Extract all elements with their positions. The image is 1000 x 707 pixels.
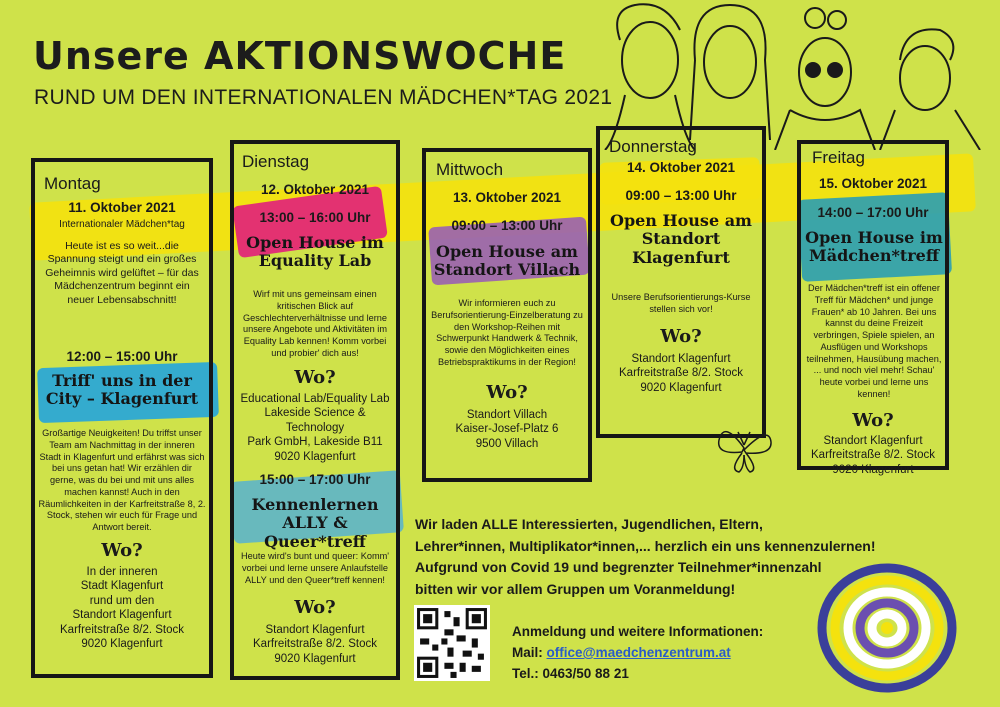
event-date: 14. Oktober 2021 bbox=[626, 160, 736, 175]
contact-heading: Anmeldung und weitere Informationen: bbox=[512, 624, 764, 639]
phone-number: Tel.: 0463/50 88 21 bbox=[512, 665, 629, 681]
location: Educational Lab/Equality Lab Lakeside Science & Technology Park GmbH, Lakeside B11 9020 Klagenfurt bbox=[240, 393, 390, 463]
event-text: Wirf mit uns gemeinsam einen kritischen Blick auf Geschlechterverhältnisse und lerne unsere Angebote und Aktivitäten im Equality Lab kennen! Komm vorbei und probier' dich aus! bbox=[242, 289, 388, 358]
where-heading: Wo? bbox=[101, 540, 143, 561]
location-2: Standort Klagenfurt Karfreitstraße 8/2. Stock 9020 Klagenfurt bbox=[253, 624, 377, 665]
event-title: Open House im Equality Lab bbox=[246, 233, 384, 271]
event-title: Open House im Mädchen*treff bbox=[805, 228, 943, 266]
qr-code-icon[interactable] bbox=[414, 605, 490, 681]
where-heading: Wo? bbox=[294, 367, 336, 388]
location: Standort Villach Kaiser-Josef-Platz 6 9500 Villach bbox=[455, 409, 559, 450]
event-time: 09:00 – 13:00 Uhr bbox=[625, 188, 737, 203]
day-name: Montag bbox=[44, 174, 101, 193]
butterfly-icon bbox=[714, 420, 774, 475]
day-name: Freitag bbox=[812, 148, 865, 167]
day-name: Dienstag bbox=[242, 152, 310, 171]
mail-label: Mail: bbox=[512, 644, 547, 660]
event-date: 12. Oktober 2021 bbox=[260, 182, 370, 197]
email-link[interactable]: office@maedchenzentrum.at bbox=[546, 644, 731, 660]
where-heading-2: Wo? bbox=[294, 597, 336, 618]
day-name: Donnerstag bbox=[609, 137, 697, 156]
day-name: Mittwoch bbox=[436, 160, 504, 179]
logo-rings-icon bbox=[812, 558, 962, 698]
event-text: Der Mädchen*treff ist ein offener Treff für Mädchen* und junge Frauen* ab 10 Jahren. Bei uns kannst du deine Freizeit verbringen, Spiele spielen, an Ausflügen und Workshops teilnehmen, Hausübung machen, ... und noch viel mehr! Schau' heute vorbei und lerne uns kennen! bbox=[806, 283, 942, 399]
event-time: 13:00 – 16:00 Uhr bbox=[259, 210, 371, 225]
page-title: Unsere AKTIONSWOCHE bbox=[33, 34, 567, 78]
event-title: Triff' uns in der City – Klagenfurt bbox=[45, 371, 199, 409]
event-subtitle: Internationaler Mädchen*tag bbox=[59, 219, 185, 230]
where-heading: Wo? bbox=[660, 326, 702, 347]
event-time: 12:00 – 15:00 Uhr bbox=[66, 349, 178, 364]
event-text: Unsere Berufsorientierungs-Kurse stellen sich vor! bbox=[611, 292, 751, 314]
invitation-text: Wir laden ALLE Interessierten, Jugendlichen, Eltern, Lehrer*innen, Multiplikator*innen,... herzlich ein uns kennenzulernen! Aufgrund von Covid 19 und begrenzter Teilnehmer*innenzahl bitten wir vor allem Gruppen um Voranmeldung! bbox=[415, 516, 876, 598]
location: Standort Klagenfurt Karfreitstraße 8/2. Stock 9020 Klagenfurt bbox=[811, 435, 935, 476]
event-text: Wir informieren euch zu Berufsorientierung-Einzelberatung zu den Workshop-Reihen mit Schwerpunkt Handwerk & Technik, sowie den Möglichkeiten eines Betriebspraktikums in der Region! bbox=[431, 298, 583, 367]
page-subtitle: RUND UM DEN INTERNATIONALEN MÄDCHEN*TAG 2021 bbox=[34, 86, 613, 109]
event-date: 11. Oktober 2021 bbox=[68, 200, 176, 215]
event-text: Großartige Neuigkeiten! Du triffst unser Team am Nachmittag in der inneren Stadt in Klagenfurt und erfährst was sich bei uns getan hat! Wir erzählen dir gerne, was du bei und mit uns alles machen kannst! Auch in den Räumlichkeiten in der Karfreitstraße 8, 2. Stock, stehen wir euch für Frage und Antwort bereit. bbox=[38, 428, 206, 533]
event-title: Open House am Standort Villach bbox=[433, 242, 581, 280]
event-date: 15. Oktober 2021 bbox=[818, 176, 928, 191]
where-heading: Wo? bbox=[486, 382, 528, 403]
where-heading: Wo? bbox=[852, 410, 894, 431]
event-time: 09:00 – 13:00 Uhr bbox=[451, 218, 563, 233]
event-time: 14:00 – 17:00 Uhr bbox=[817, 205, 929, 220]
event-title: Open House am Standort Klagenfurt bbox=[610, 211, 752, 267]
contact-block bbox=[512, 622, 763, 685]
location: In der inneren Stadt Klagenfurt rund um den Standort Klagenfurt Karfreitstraße 8/2. Stock 9020 Klagenfurt bbox=[60, 566, 184, 650]
location: Standort Klagenfurt Karfreitstraße 8/2. Stock 9020 Klagenfurt bbox=[619, 353, 743, 394]
event-date: 13. Oktober 2021 bbox=[452, 190, 562, 205]
intro-text: Heute ist es so weit...die Spannung steigt und ein großes Geheimnis wird gelüftet – für das Mädchenzentrum beginnt ein neuer Lebensabschnitt! bbox=[45, 240, 199, 306]
event-text-2: Heute wird's bunt und queer: Komm' vorbei und lerne unsere Anlaufstelle ALLY und den Queer*treff kennen! bbox=[240, 551, 390, 585]
event-title-2: Kennenlernen ALLY & Queer*treff bbox=[251, 495, 379, 551]
event-time-2: 15:00 – 17:00 Uhr bbox=[259, 472, 371, 487]
